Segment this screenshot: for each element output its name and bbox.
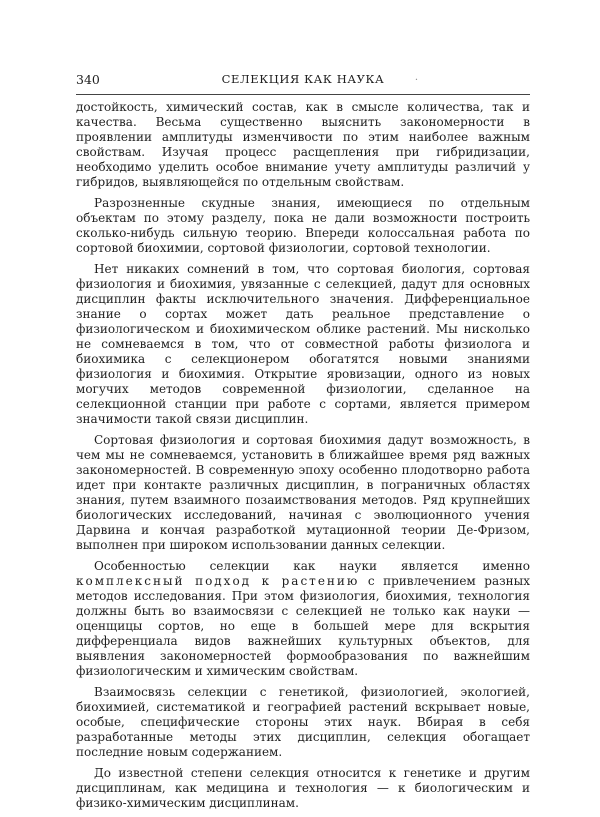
paragraph-5: [76, 559, 530, 679]
paragraph-5-start: Особенностью селекции как науки является именно: [94, 559, 530, 573]
paragraph-7: До известной степени селекция относится к генетике и другим дисциплинам, как медицина и технология — к биологическим и физико-химическим дисциплинам.: [76, 766, 530, 810]
spaced-emphasis: комплексный подход к растению: [76, 574, 360, 588]
paragraph-5-end: с привлечением разных методов исследования. При этом физиология, биохимия, технология должны быть во взаимосвязи с селекцией не только как науки — оценщицы сортов, но еще в большей мере для вскрытия дифференциала видов важнейших культурных объектов, для выявления закономерностей формообразования по важнейшим физиологическим и химическим свойствам.: [76, 574, 530, 678]
page-number: 340: [76, 72, 100, 87]
paragraph-2: Разрозненные скудные знания, имеющиеся по отдельным объектам по этому разделу, пока не дали возможности построить сколько-нибудь сильную теорию. Впереди колоссальная работа по сортовой биохимии, сортовой физиологии, сортовой технологии.: [76, 196, 530, 255]
paragraph-3: Нет никаких сомнений в том, что сортовая биология, сортовая физиология и биохимия, увязанные с селекцией, дадут для основных дисциплин факты исключительного значения. Дифференциальное знание о сортах может дать реальное представление о физиологическом и биохимическом облике растений. Мы нисколько не сомневаемся в том, что от совместной работы физиолога и биохимика с селекционером обогатятся новыми знаниями физиология и биохимия. Открытие яровизации, одного из новых могучих методов современной физиологии, сделанное на селекционной станции при работе с сортами, является примером значимости такой связи дисциплин.: [76, 262, 530, 426]
paragraph-6: Взаимосвязь селекции с генетикой, физиологией, экологией, биохимией, систематикой и географией растений вскрывает новые, особые, специфические стороны этих наук. Вбирая в себя разработанные методы этих дисциплин, селекция обогащает последние новым содержанием.: [76, 685, 530, 759]
header-mark: .: [414, 72, 418, 83]
page-header: [76, 72, 530, 92]
body-text: [76, 100, 530, 817]
running-title: СЕЛЕКЦИЯ КАК НАУКА: [221, 72, 385, 86]
paragraph-4: Сортовая физиология и сортовая биохимия дадут возможность, в чем мы не сомневаемся, установить в ближайшее время ряд важных закономерностей. В современную эпоху особенно плодотворно работа идет при контакте различных дисциплин, в пограничных областях знания, путем взаимного позаимствования методов. Ряд крупнейших биологических исследований, начиная с эволюционного учения Дарвина и кончая разработкой мутационной теории Де-Фризом, выполнен при широком использовании данных селекции.: [76, 433, 530, 552]
paragraph-1: достойкость, химический состав, как в смысле количества, так и качества. Весьма существенно выяснить закономерности в проявлении амплитуды изменчивости по этим наиболее важным свойствам. Изучая процесс расщепления при гибридизации, необходимо уделить особое внимание учету амплитуды различий у гибридов, выявляющейся по отдельным свойствам.: [76, 100, 530, 189]
header-rule: [76, 94, 530, 95]
